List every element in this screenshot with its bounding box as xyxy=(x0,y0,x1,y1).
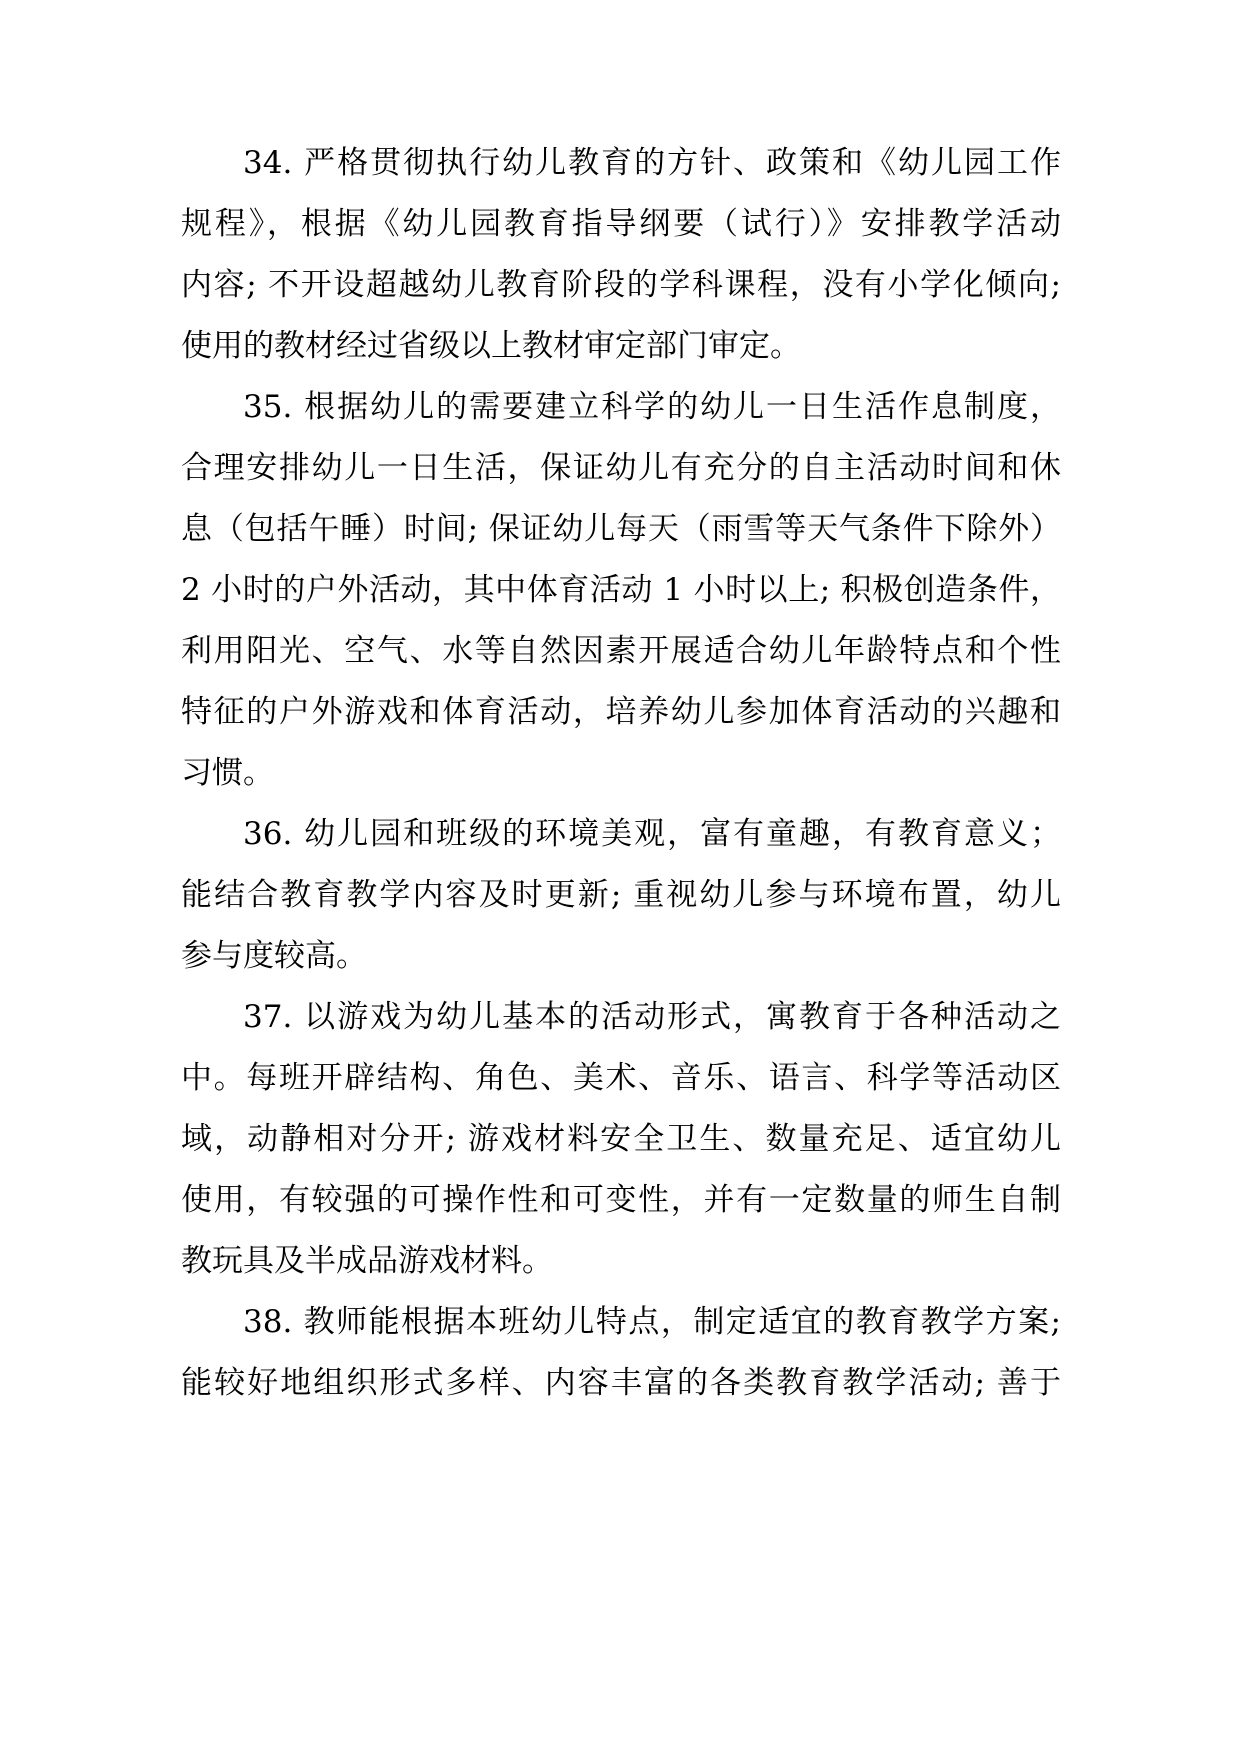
paragraph-36-line-1: 36. 幼儿园和班级的环境美观，富有童趣，有教育意义； xyxy=(243,816,1061,852)
paragraph-35-line-3: 息（包括午睡）时间; 保证幼儿每天（雨雪等天气条件下除外） xyxy=(181,511,1061,547)
paragraph-38-line-1: 38. 教师能根据本班幼儿特点，制定适宜的教育教学方案; xyxy=(243,1304,1061,1340)
paragraph-37-line-3: 域，动静相对分开; 游戏材料安全卫生、数量充足、适宜幼儿 xyxy=(181,1121,1061,1157)
paragraph-36-line-2: 能结合教育教学内容及时更新; 重视幼儿参与环境布置，幼儿 xyxy=(181,877,1061,913)
paragraph-37-line-1: 37. 以游戏为幼儿基本的活动形式，寓教育于各种活动之 xyxy=(243,999,1061,1035)
paragraph-35-line-1: 35. 根据幼儿的需要建立科学的幼儿一日生活作息制度， xyxy=(243,389,1061,425)
paragraph-38-line-2: 能较好地组织形式多样、内容丰富的各类教育教学活动; 善于 xyxy=(181,1365,1061,1401)
paragraph-35-line-5: 利用阳光、空气、水等自然因素开展适合幼儿年龄特点和个性 xyxy=(181,633,1061,669)
paragraph-34-line-2: 规程》，根据《幼儿园教育指导纲要（试行）》安排教学活动 xyxy=(181,206,1061,242)
paragraph-35-line-7: 习惯。 xyxy=(181,755,274,791)
paragraph-34-line-1: 34. 严格贯彻执行幼儿教育的方针、政策和《幼儿园工作 xyxy=(243,145,1061,181)
paragraph-37-line-2: 中。每班开辟结构、角色、美术、音乐、语言、科学等活动区 xyxy=(181,1060,1061,1096)
paragraph-35-line-4: 2 小时的户外活动，其中体育活动 1 小时以上; 积极创造条件， xyxy=(181,572,1061,608)
paragraph-34-line-4: 使用的教材经过省级以上教材审定部门审定。 xyxy=(181,328,801,364)
paragraph-35-line-2: 合理安排幼儿一日生活，保证幼儿有充分的自主活动时间和休 xyxy=(181,450,1061,486)
paragraph-34-line-3: 内容; 不开设超越幼儿教育阶段的学科课程，没有小学化倾向; xyxy=(181,267,1061,303)
paragraph-37-line-4: 使用，有较强的可操作性和可变性，并有一定数量的师生自制 xyxy=(181,1182,1061,1218)
paragraph-35-line-6: 特征的户外游戏和体育活动，培养幼儿参加体育活动的兴趣和 xyxy=(181,694,1061,730)
paragraph-36-line-3: 参与度较高。 xyxy=(181,938,367,974)
paragraph-37-line-5: 教玩具及半成品游戏材料。 xyxy=(181,1243,553,1279)
